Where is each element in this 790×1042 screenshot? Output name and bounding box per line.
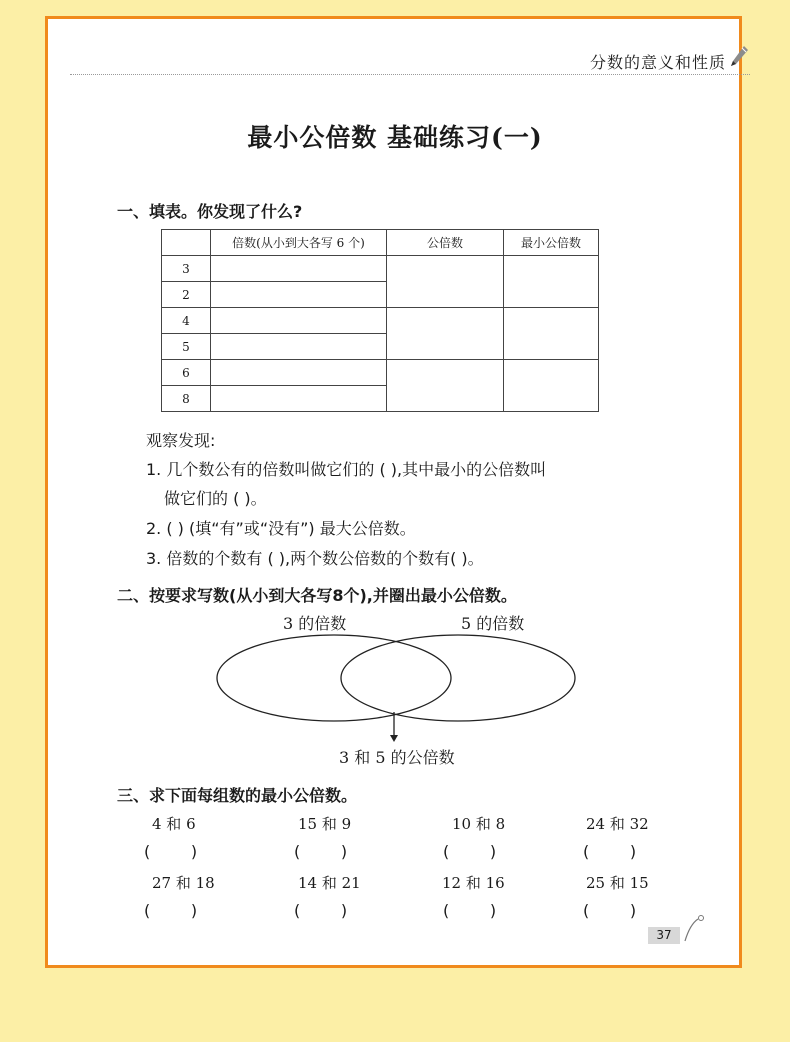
table-header-multiples: 倍数(从小到大各写 6 个) (211, 230, 387, 256)
observation-item-3: 3. 倍数的个数有 ( ),两个数公倍数的个数有( )。 (146, 549, 484, 568)
answer-blank[interactable]: ( ) (443, 842, 497, 861)
multiples-table (161, 229, 599, 412)
venn-diagram (210, 628, 582, 748)
table-cell-common[interactable] (387, 360, 504, 412)
page-number: 37 (648, 927, 680, 944)
pair-label: 27 和 18 (152, 874, 215, 892)
table-cell-multiples[interactable] (211, 334, 387, 360)
table-header-common: 公倍数 (387, 230, 504, 256)
answer-blank[interactable]: ( ) (144, 901, 198, 920)
observation-item-1-cont: 做它们的 ( )。 (164, 489, 267, 508)
table-header-corner (162, 230, 211, 256)
section2-heading: 二、按要求写数(从小到大各写8个),并圈出最小公倍数。 (117, 586, 517, 605)
answer-blank[interactable]: ( ) (294, 901, 348, 920)
table-row-label: 6 (162, 360, 211, 386)
pair-label: 14 和 21 (298, 874, 361, 892)
section1-heading: 一、填表。你发现了什么? (117, 202, 303, 221)
page-title: 最小公倍数 基础练习(一) (247, 123, 543, 152)
answer-blank[interactable]: ( ) (294, 842, 348, 861)
table-row-label: 4 (162, 308, 211, 334)
table-header-lcm: 最小公倍数 (504, 230, 599, 256)
observation-item-2: 2. ( ) (填“有”或“没有”) 最大公倍数。 (146, 519, 416, 538)
table-cell-lcm[interactable] (504, 360, 599, 412)
answer-blank[interactable]: ( ) (144, 842, 198, 861)
table-row-label: 3 (162, 256, 211, 282)
table-cell-multiples[interactable] (211, 386, 387, 412)
venn-arrow-head (390, 735, 398, 742)
venn-circle-right[interactable] (341, 635, 575, 721)
table-cell-multiples[interactable] (211, 360, 387, 386)
answer-blank[interactable]: ( ) (443, 901, 497, 920)
pair-label: 24 和 32 (586, 815, 649, 833)
page-corner-deco-icon (682, 913, 706, 947)
observation-item-1: 1. 几个数公有的倍数叫做它们的 ( ),其中最小的公倍数叫 (146, 460, 547, 479)
table-cell-lcm[interactable] (504, 308, 599, 360)
table-cell-multiples[interactable] (211, 256, 387, 282)
table-cell-common[interactable] (387, 308, 504, 360)
observe-label: 观察发现: (146, 431, 216, 450)
page-header (70, 50, 750, 75)
venn-label-left: 3 的倍数 (283, 614, 347, 633)
pair-label: 25 和 15 (586, 874, 649, 892)
venn-circle-left[interactable] (217, 635, 451, 721)
venn-label-right: 5 的倍数 (461, 614, 525, 633)
pair-label: 4 和 6 (152, 815, 196, 833)
section3-heading: 三、求下面每组数的最小公倍数。 (117, 786, 358, 805)
pair-label: 10 和 8 (452, 815, 506, 833)
table-cell-lcm[interactable] (504, 256, 599, 308)
answer-blank[interactable]: ( ) (583, 842, 637, 861)
header-title: 分数的意义和性质 (589, 53, 726, 72)
pencil-icon (728, 44, 750, 74)
venn-label-common: 3 和 5 的公倍数 (339, 748, 455, 767)
pair-label: 15 和 9 (298, 815, 352, 833)
table-row-label: 8 (162, 386, 211, 412)
table-row-label: 2 (162, 282, 211, 308)
answer-blank[interactable]: ( ) (583, 901, 637, 920)
table-row-label: 5 (162, 334, 211, 360)
table-cell-common[interactable] (387, 256, 504, 308)
pair-label: 12 和 16 (442, 874, 505, 892)
table-cell-multiples[interactable] (211, 282, 387, 308)
table-cell-multiples[interactable] (211, 308, 387, 334)
